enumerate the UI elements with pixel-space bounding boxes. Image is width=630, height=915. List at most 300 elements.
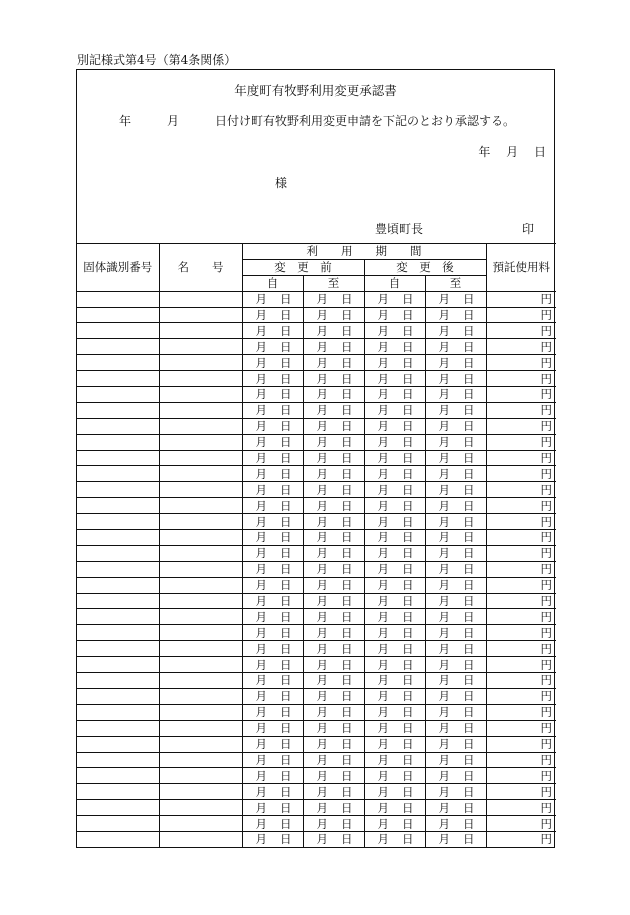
before-from-cell[interactable] xyxy=(242,688,303,704)
before-from-cell[interactable] xyxy=(242,800,303,816)
name-cell[interactable] xyxy=(159,752,242,768)
after-to-cell[interactable] xyxy=(425,307,486,323)
day-label: 日 xyxy=(463,292,475,307)
fee-cell[interactable] xyxy=(486,673,556,689)
after-to-cell[interactable] xyxy=(425,482,486,498)
before-from-cell[interactable] xyxy=(242,530,303,546)
month-label: 月 xyxy=(377,673,389,688)
name-cell[interactable] xyxy=(159,530,242,546)
name-cell[interactable] xyxy=(159,593,242,609)
after-from-cell[interactable] xyxy=(364,434,425,450)
before-to-cell[interactable] xyxy=(303,387,364,403)
after-from-cell[interactable] xyxy=(364,768,425,784)
after-from-cell[interactable] xyxy=(364,704,425,720)
before-to-cell[interactable] xyxy=(303,831,364,846)
after-from-cell[interactable] xyxy=(364,593,425,609)
fee-cell[interactable] xyxy=(486,625,556,641)
name-cell[interactable] xyxy=(159,657,242,673)
before-from-cell[interactable] xyxy=(242,418,303,434)
id-number-cell[interactable] xyxy=(77,625,159,641)
month-label: 月 xyxy=(255,514,267,529)
before-to-cell[interactable] xyxy=(303,768,364,784)
fee-cell[interactable] xyxy=(486,831,556,846)
after-to-cell[interactable] xyxy=(425,800,486,816)
yen-label: 円 xyxy=(540,737,552,752)
after-to-cell[interactable] xyxy=(425,688,486,704)
day-label: 日 xyxy=(463,323,475,338)
id-number-cell[interactable] xyxy=(77,466,159,482)
id-number-cell[interactable] xyxy=(77,418,159,434)
after-from-cell[interactable] xyxy=(364,371,425,387)
id-number-cell[interactable] xyxy=(77,450,159,466)
id-number-cell[interactable] xyxy=(77,561,159,577)
before-to-cell[interactable] xyxy=(303,657,364,673)
name-cell[interactable] xyxy=(159,736,242,752)
after-from-cell[interactable] xyxy=(364,736,425,752)
after-to-cell[interactable] xyxy=(425,545,486,561)
month-label: 月 xyxy=(255,657,267,672)
id-number-cell[interactable] xyxy=(77,673,159,689)
after-to-cell[interactable] xyxy=(425,402,486,418)
name-cell[interactable] xyxy=(159,831,242,846)
month-label: 月 xyxy=(438,308,450,322)
fee-cell[interactable] xyxy=(486,609,556,625)
before-to-cell[interactable] xyxy=(303,307,364,323)
name-cell[interactable] xyxy=(159,561,242,577)
before-to-cell[interactable] xyxy=(303,577,364,593)
fee-cell[interactable] xyxy=(486,371,556,387)
before-to-cell[interactable] xyxy=(303,593,364,609)
after-from-cell[interactable] xyxy=(364,307,425,323)
name-cell[interactable] xyxy=(159,466,242,482)
after-from-cell[interactable] xyxy=(364,561,425,577)
day-label: 日 xyxy=(463,578,475,593)
after-to-cell[interactable] xyxy=(425,577,486,593)
day-label: 日 xyxy=(341,371,353,386)
after-to-cell[interactable] xyxy=(425,641,486,657)
id-number-cell[interactable] xyxy=(77,657,159,673)
name-cell[interactable] xyxy=(159,704,242,720)
yen-label: 円 xyxy=(540,625,552,640)
id-number-cell[interactable] xyxy=(77,609,159,625)
before-to-cell[interactable] xyxy=(303,482,364,498)
after-to-cell[interactable] xyxy=(425,768,486,784)
name-cell[interactable] xyxy=(159,418,242,434)
after-to-cell[interactable] xyxy=(425,530,486,546)
before-from-cell[interactable] xyxy=(242,339,303,355)
month-label: 月 xyxy=(316,594,328,609)
fee-cell[interactable] xyxy=(486,291,556,307)
month-label: 月 xyxy=(316,482,328,497)
id-number-cell[interactable] xyxy=(77,831,159,846)
table-row xyxy=(77,736,556,752)
after-from-cell[interactable] xyxy=(364,657,425,673)
month-label: 月 xyxy=(438,721,450,736)
yen-label: 円 xyxy=(540,482,552,497)
after-from-cell[interactable] xyxy=(364,450,425,466)
day-label: 日 xyxy=(402,498,414,513)
month-label: 月 xyxy=(255,768,267,783)
id-number-cell[interactable] xyxy=(77,339,159,355)
before-from-cell[interactable] xyxy=(242,371,303,387)
id-number-cell[interactable] xyxy=(77,402,159,418)
header-id-number: 固体識別番号 xyxy=(77,244,159,292)
day-label: 日 xyxy=(280,800,292,815)
fee-cell[interactable] xyxy=(486,530,556,546)
after-from-cell[interactable] xyxy=(364,816,425,832)
day-label: 日 xyxy=(280,514,292,529)
fee-cell[interactable] xyxy=(486,688,556,704)
month-label: 月 xyxy=(377,578,389,593)
before-to-cell[interactable] xyxy=(303,323,364,339)
day-label: 日 xyxy=(341,594,353,609)
after-to-cell[interactable] xyxy=(425,514,486,530)
after-to-cell[interactable] xyxy=(425,657,486,673)
name-cell[interactable] xyxy=(159,800,242,816)
before-to-cell[interactable] xyxy=(303,625,364,641)
fee-cell[interactable] xyxy=(486,641,556,657)
after-from-cell[interactable] xyxy=(364,641,425,657)
after-to-cell[interactable] xyxy=(425,498,486,514)
before-from-cell[interactable] xyxy=(242,768,303,784)
after-to-cell[interactable] xyxy=(425,291,486,307)
yen-label: 円 xyxy=(540,355,552,370)
before-to-cell[interactable] xyxy=(303,466,364,482)
fee-cell[interactable] xyxy=(486,434,556,450)
after-to-cell[interactable] xyxy=(425,816,486,832)
fee-cell[interactable] xyxy=(486,387,556,403)
name-cell[interactable] xyxy=(159,673,242,689)
id-number-cell[interactable] xyxy=(77,514,159,530)
after-to-cell[interactable] xyxy=(425,466,486,482)
month-label: 月 xyxy=(255,705,267,720)
before-to-cell[interactable] xyxy=(303,609,364,625)
id-number-cell[interactable] xyxy=(77,434,159,450)
after-from-cell[interactable] xyxy=(364,498,425,514)
month-label: 月 xyxy=(255,816,267,831)
id-number-cell[interactable] xyxy=(77,641,159,657)
day-label: 日 xyxy=(280,673,292,688)
id-number-cell[interactable] xyxy=(77,307,159,323)
day-label: 日 xyxy=(402,816,414,831)
id-number-cell[interactable] xyxy=(77,371,159,387)
month-label: 月 xyxy=(255,435,267,450)
fee-cell[interactable] xyxy=(486,561,556,577)
before-from-cell[interactable] xyxy=(242,577,303,593)
fee-cell[interactable] xyxy=(486,323,556,339)
name-cell[interactable] xyxy=(159,816,242,832)
before-to-cell[interactable] xyxy=(303,784,364,800)
month-label: 月 xyxy=(255,466,267,481)
after-to-cell[interactable] xyxy=(425,736,486,752)
after-from-cell[interactable] xyxy=(364,688,425,704)
fee-cell[interactable] xyxy=(486,514,556,530)
day-label: 日 xyxy=(341,673,353,688)
fee-cell[interactable] xyxy=(486,466,556,482)
before-to-cell[interactable] xyxy=(303,450,364,466)
before-to-cell[interactable] xyxy=(303,816,364,832)
before-from-cell[interactable] xyxy=(242,307,303,323)
before-to-cell[interactable] xyxy=(303,641,364,657)
before-to-cell[interactable] xyxy=(303,673,364,689)
fee-cell[interactable] xyxy=(486,800,556,816)
name-cell[interactable] xyxy=(159,482,242,498)
id-number-cell[interactable] xyxy=(77,720,159,736)
day-label: 日 xyxy=(341,466,353,481)
before-to-cell[interactable] xyxy=(303,514,364,530)
name-cell[interactable] xyxy=(159,514,242,530)
before-from-cell[interactable] xyxy=(242,816,303,832)
before-from-cell[interactable] xyxy=(242,323,303,339)
day-label: 日 xyxy=(341,514,353,529)
day-label: 日 xyxy=(341,355,353,370)
after-from-cell[interactable] xyxy=(364,514,425,530)
day-label: 日 xyxy=(280,371,292,386)
before-from-cell[interactable] xyxy=(242,609,303,625)
before-from-cell[interactable] xyxy=(242,434,303,450)
name-cell[interactable] xyxy=(159,609,242,625)
month-label: 月 xyxy=(377,435,389,450)
fee-cell[interactable] xyxy=(486,816,556,832)
id-number-cell[interactable] xyxy=(77,577,159,593)
month-label: 月 xyxy=(316,371,328,386)
before-to-cell[interactable] xyxy=(303,339,364,355)
id-number-cell[interactable] xyxy=(77,482,159,498)
day-label: 日 xyxy=(341,768,353,783)
before-to-cell[interactable] xyxy=(303,434,364,450)
id-number-cell[interactable] xyxy=(77,816,159,832)
after-to-cell[interactable] xyxy=(425,720,486,736)
after-from-cell[interactable] xyxy=(364,291,425,307)
id-number-cell[interactable] xyxy=(77,784,159,800)
name-cell[interactable] xyxy=(159,498,242,514)
name-cell[interactable] xyxy=(159,688,242,704)
fee-cell[interactable] xyxy=(486,768,556,784)
before-to-cell[interactable] xyxy=(303,355,364,371)
id-number-cell[interactable] xyxy=(77,752,159,768)
after-to-cell[interactable] xyxy=(425,561,486,577)
name-cell[interactable] xyxy=(159,371,242,387)
before-from-cell[interactable] xyxy=(242,482,303,498)
before-to-cell[interactable] xyxy=(303,291,364,307)
fee-cell[interactable] xyxy=(486,720,556,736)
month-label: 月 xyxy=(377,530,389,545)
header-after-change: 変 更 後 xyxy=(364,259,486,275)
after-to-cell[interactable] xyxy=(425,831,486,846)
before-to-cell[interactable] xyxy=(303,752,364,768)
name-cell[interactable] xyxy=(159,641,242,657)
id-number-cell[interactable] xyxy=(77,800,159,816)
id-number-cell[interactable] xyxy=(77,593,159,609)
name-cell[interactable] xyxy=(159,545,242,561)
day-label: 日 xyxy=(463,546,475,561)
after-from-cell[interactable] xyxy=(364,402,425,418)
month-label: 月 xyxy=(316,609,328,624)
name-cell[interactable] xyxy=(159,434,242,450)
after-to-cell[interactable] xyxy=(425,450,486,466)
table-row xyxy=(77,466,556,482)
before-from-cell[interactable] xyxy=(242,784,303,800)
after-from-cell[interactable] xyxy=(364,355,425,371)
after-from-cell[interactable] xyxy=(364,673,425,689)
after-to-cell[interactable] xyxy=(425,418,486,434)
yen-label: 円 xyxy=(540,387,552,402)
name-cell[interactable] xyxy=(159,625,242,641)
fee-cell[interactable] xyxy=(486,355,556,371)
before-from-cell[interactable] xyxy=(242,355,303,371)
after-from-cell[interactable] xyxy=(364,720,425,736)
id-number-cell[interactable] xyxy=(77,768,159,784)
before-from-cell[interactable] xyxy=(242,720,303,736)
before-to-cell[interactable] xyxy=(303,371,364,387)
before-to-cell[interactable] xyxy=(303,530,364,546)
after-to-cell[interactable] xyxy=(425,752,486,768)
fee-cell[interactable] xyxy=(486,402,556,418)
after-from-cell[interactable] xyxy=(364,323,425,339)
fee-cell[interactable] xyxy=(486,593,556,609)
before-to-cell[interactable] xyxy=(303,498,364,514)
after-to-cell[interactable] xyxy=(425,355,486,371)
name-cell[interactable] xyxy=(159,720,242,736)
before-from-cell[interactable] xyxy=(242,450,303,466)
header-after-to: 至 xyxy=(425,275,486,291)
name-cell[interactable] xyxy=(159,768,242,784)
after-from-cell[interactable] xyxy=(364,831,425,846)
after-to-cell[interactable] xyxy=(425,593,486,609)
before-from-cell[interactable] xyxy=(242,387,303,403)
after-to-cell[interactable] xyxy=(425,625,486,641)
before-from-cell[interactable] xyxy=(242,831,303,846)
after-from-cell[interactable] xyxy=(364,482,425,498)
day-label: 日 xyxy=(341,292,353,307)
after-to-cell[interactable] xyxy=(425,339,486,355)
name-cell[interactable] xyxy=(159,387,242,403)
before-from-cell[interactable] xyxy=(242,673,303,689)
name-cell[interactable] xyxy=(159,784,242,800)
before-from-cell[interactable] xyxy=(242,561,303,577)
before-to-cell[interactable] xyxy=(303,736,364,752)
after-to-cell[interactable] xyxy=(425,609,486,625)
before-to-cell[interactable] xyxy=(303,561,364,577)
after-from-cell[interactable] xyxy=(364,752,425,768)
after-to-cell[interactable] xyxy=(425,673,486,689)
id-number-cell[interactable] xyxy=(77,545,159,561)
before-from-cell[interactable] xyxy=(242,641,303,657)
after-from-cell[interactable] xyxy=(364,387,425,403)
name-cell[interactable] xyxy=(159,402,242,418)
before-from-cell[interactable] xyxy=(242,402,303,418)
after-to-cell[interactable] xyxy=(425,371,486,387)
fee-cell[interactable] xyxy=(486,307,556,323)
after-from-cell[interactable] xyxy=(364,577,425,593)
before-from-cell[interactable] xyxy=(242,657,303,673)
id-number-cell[interactable] xyxy=(77,387,159,403)
day-label: 日 xyxy=(341,323,353,338)
id-number-cell[interactable] xyxy=(77,688,159,704)
yen-label: 円 xyxy=(540,451,552,466)
name-cell[interactable] xyxy=(159,450,242,466)
id-number-cell[interactable] xyxy=(77,323,159,339)
day-label: 日 xyxy=(402,641,414,656)
name-cell[interactable] xyxy=(159,339,242,355)
name-cell[interactable] xyxy=(159,323,242,339)
before-from-cell[interactable] xyxy=(242,545,303,561)
after-to-cell[interactable] xyxy=(425,704,486,720)
fee-cell[interactable] xyxy=(486,784,556,800)
id-number-cell[interactable] xyxy=(77,355,159,371)
month-label: 月 xyxy=(255,482,267,497)
name-cell[interactable] xyxy=(159,291,242,307)
table-row xyxy=(77,816,556,832)
yen-label: 円 xyxy=(540,323,552,338)
fee-cell[interactable] xyxy=(486,498,556,514)
fee-cell[interactable] xyxy=(486,450,556,466)
before-from-cell[interactable] xyxy=(242,466,303,482)
before-to-cell[interactable] xyxy=(303,720,364,736)
name-cell[interactable] xyxy=(159,577,242,593)
before-from-cell[interactable] xyxy=(242,752,303,768)
after-from-cell[interactable] xyxy=(364,339,425,355)
before-to-cell[interactable] xyxy=(303,688,364,704)
before-from-cell[interactable] xyxy=(242,736,303,752)
fee-cell[interactable] xyxy=(486,339,556,355)
after-from-cell[interactable] xyxy=(364,625,425,641)
after-to-cell[interactable] xyxy=(425,323,486,339)
after-to-cell[interactable] xyxy=(425,434,486,450)
before-from-cell[interactable] xyxy=(242,625,303,641)
id-number-cell[interactable] xyxy=(77,530,159,546)
month-label: 月 xyxy=(316,323,328,338)
fee-cell[interactable] xyxy=(486,577,556,593)
fee-cell[interactable] xyxy=(486,418,556,434)
month-label: 月 xyxy=(255,339,267,354)
name-cell[interactable] xyxy=(159,355,242,371)
before-from-cell[interactable] xyxy=(242,704,303,720)
before-from-cell[interactable] xyxy=(242,291,303,307)
id-number-cell[interactable] xyxy=(77,291,159,307)
id-number-cell[interactable] xyxy=(77,736,159,752)
before-from-cell[interactable] xyxy=(242,498,303,514)
before-to-cell[interactable] xyxy=(303,545,364,561)
fee-cell[interactable] xyxy=(486,482,556,498)
after-from-cell[interactable] xyxy=(364,784,425,800)
fee-cell[interactable] xyxy=(486,752,556,768)
after-from-cell[interactable] xyxy=(364,530,425,546)
before-from-cell[interactable] xyxy=(242,593,303,609)
before-to-cell[interactable] xyxy=(303,800,364,816)
fee-cell[interactable] xyxy=(486,736,556,752)
after-from-cell[interactable] xyxy=(364,545,425,561)
fee-cell[interactable] xyxy=(486,545,556,561)
name-cell[interactable] xyxy=(159,307,242,323)
id-number-cell[interactable] xyxy=(77,498,159,514)
after-to-cell[interactable] xyxy=(425,784,486,800)
after-from-cell[interactable] xyxy=(364,609,425,625)
before-from-cell[interactable] xyxy=(242,514,303,530)
before-to-cell[interactable] xyxy=(303,418,364,434)
fee-cell[interactable] xyxy=(486,704,556,720)
month-label: 月 xyxy=(438,673,450,688)
before-to-cell[interactable] xyxy=(303,704,364,720)
after-from-cell[interactable] xyxy=(364,418,425,434)
id-number-cell[interactable] xyxy=(77,704,159,720)
fee-cell[interactable] xyxy=(486,657,556,673)
after-to-cell[interactable] xyxy=(425,387,486,403)
day-label: 日 xyxy=(280,784,292,799)
after-from-cell[interactable] xyxy=(364,800,425,816)
after-from-cell[interactable] xyxy=(364,466,425,482)
before-to-cell[interactable] xyxy=(303,402,364,418)
